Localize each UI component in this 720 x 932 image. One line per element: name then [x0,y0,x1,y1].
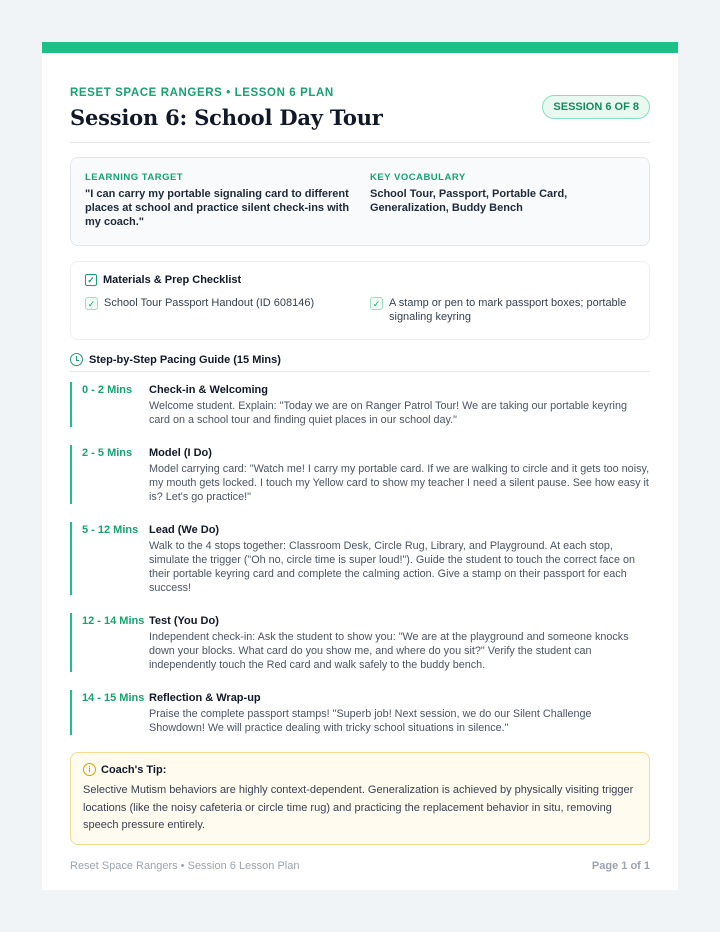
pacing-heading [70,353,650,372]
step-time: 12 - 14 Mins [82,615,145,627]
step-description: Independent check-in: Ask the student to show you: "We are at the playground and someone knocks down your blocks. What card do you show me, and where do you sit?" Verify the student can independently touch the Red card and walk safely to the buddy bench. [149,631,629,671]
coach-tip-heading [83,763,637,776]
checklist-item [85,296,350,324]
checklist-item-label: A stamp or pen to mark passport boxes; portable signaling keyring [389,297,627,323]
step-time: 2 - 5 Mins [82,447,133,459]
key-vocabulary-text: School Tour, Passport, Portable Card, Generalization, Buddy Bench [370,188,568,214]
key-vocabulary-label: KEY VOCABULARY [370,172,466,183]
info-icon: i [83,763,96,776]
step-time: 14 - 15 Mins [82,692,145,704]
step-body [149,445,650,504]
pacing-step [70,613,650,672]
checklist-icon: ✓ [85,274,97,286]
step-title: Check-in & Welcoming [149,384,268,396]
pacing-heading-label: Step-by-Step Pacing Guide (15 Mins) [89,353,281,366]
pacing-step [70,522,650,595]
materials-checklist [70,261,650,340]
step-description: Walk to the 4 stops together: Classroom Desk, Circle Rug, Library, and Playground. At each stop, simulate the trigger ("Oh no, circle time is super loud!"). Guide the student to touch the correct face on their portable keyring card and complete the calming action. Give a stamp on their passport for each success! [149,540,635,594]
coach-tip-text: Selective Mutism behaviors are highly context-dependent. Generalization is achieved by physically visiting trigger locations (like the noisy cafeteria or circle time rug) and practicing the replacement behavior in situ, removing speech pressure entirely. [83,784,634,831]
learning-target-label: LEARNING TARGET [85,172,184,183]
step-body [149,522,650,595]
step-body [149,690,650,735]
learning-target-box [70,157,650,246]
step-title: Test (You Do) [149,615,219,627]
session-badge: SESSION 6 OF 8 [542,95,650,119]
clock-icon [70,353,83,366]
materials-heading-label: Materials & Prep Checklist [103,274,242,286]
page-footer [70,860,650,872]
step-title: Model (I Do) [149,447,212,459]
step-body [149,613,650,672]
step-description: Praise the complete passport stamps! "Superb job! Next session, we do our Silent Challenge Showdown! We will practice dealing with tricky school situations in silence." [149,708,592,734]
lesson-kicker: RESET SPACE RANGERS • LESSON 6 PLAN [70,87,334,99]
step-description: Model carrying card: "Watch me! I carry my portable card. If we are walking to circle and it gets too noisy, my mouth gets locked. I touch my Yellow card to show my teacher I need a silent pause. See how easy it is? Let's go practice!" [149,463,650,503]
checklist-item [350,296,635,324]
pacing-step [70,382,650,427]
divider [70,142,650,143]
learning-target-col [85,172,350,233]
page-title: Session 6: School Day Tour [70,105,383,130]
materials-row [85,296,635,324]
learning-target-text: "I can carry my portable signaling card to different places at school and practice silent check-ins with my coach." [85,188,350,228]
accent-bar [42,42,678,53]
footer-title: Reset Space Rangers • Session 6 Lesson Plan [70,860,300,872]
key-vocabulary-col [350,172,635,233]
step-time: 0 - 2 Mins [82,384,133,396]
pacing-step [70,690,650,735]
step-title: Lead (We Do) [149,524,220,536]
page-number: Page 1 of 1 [591,860,650,872]
pacing-steps [70,382,650,735]
step-time: 5 - 12 Mins [82,524,139,536]
step-title: Reflection & Wrap-up [149,692,261,704]
coach-tip-box [70,752,650,845]
pacing-step [70,445,650,504]
step-description: Welcome student. Explain: "Today we are on Ranger Patrol Tour! We are taking our portable keyring card on a school tour and finding quiet places in our school day." [149,400,627,426]
step-body [149,382,650,427]
checkbox-icon[interactable]: ✓ [85,297,98,310]
materials-heading [85,274,635,286]
checkbox-icon[interactable]: ✓ [370,297,383,310]
checklist-item-label: School Tour Passport Handout (ID 608146) [104,297,315,309]
coach-tip-label: Coach's Tip: [101,763,167,776]
lesson-plan-page [42,42,678,890]
